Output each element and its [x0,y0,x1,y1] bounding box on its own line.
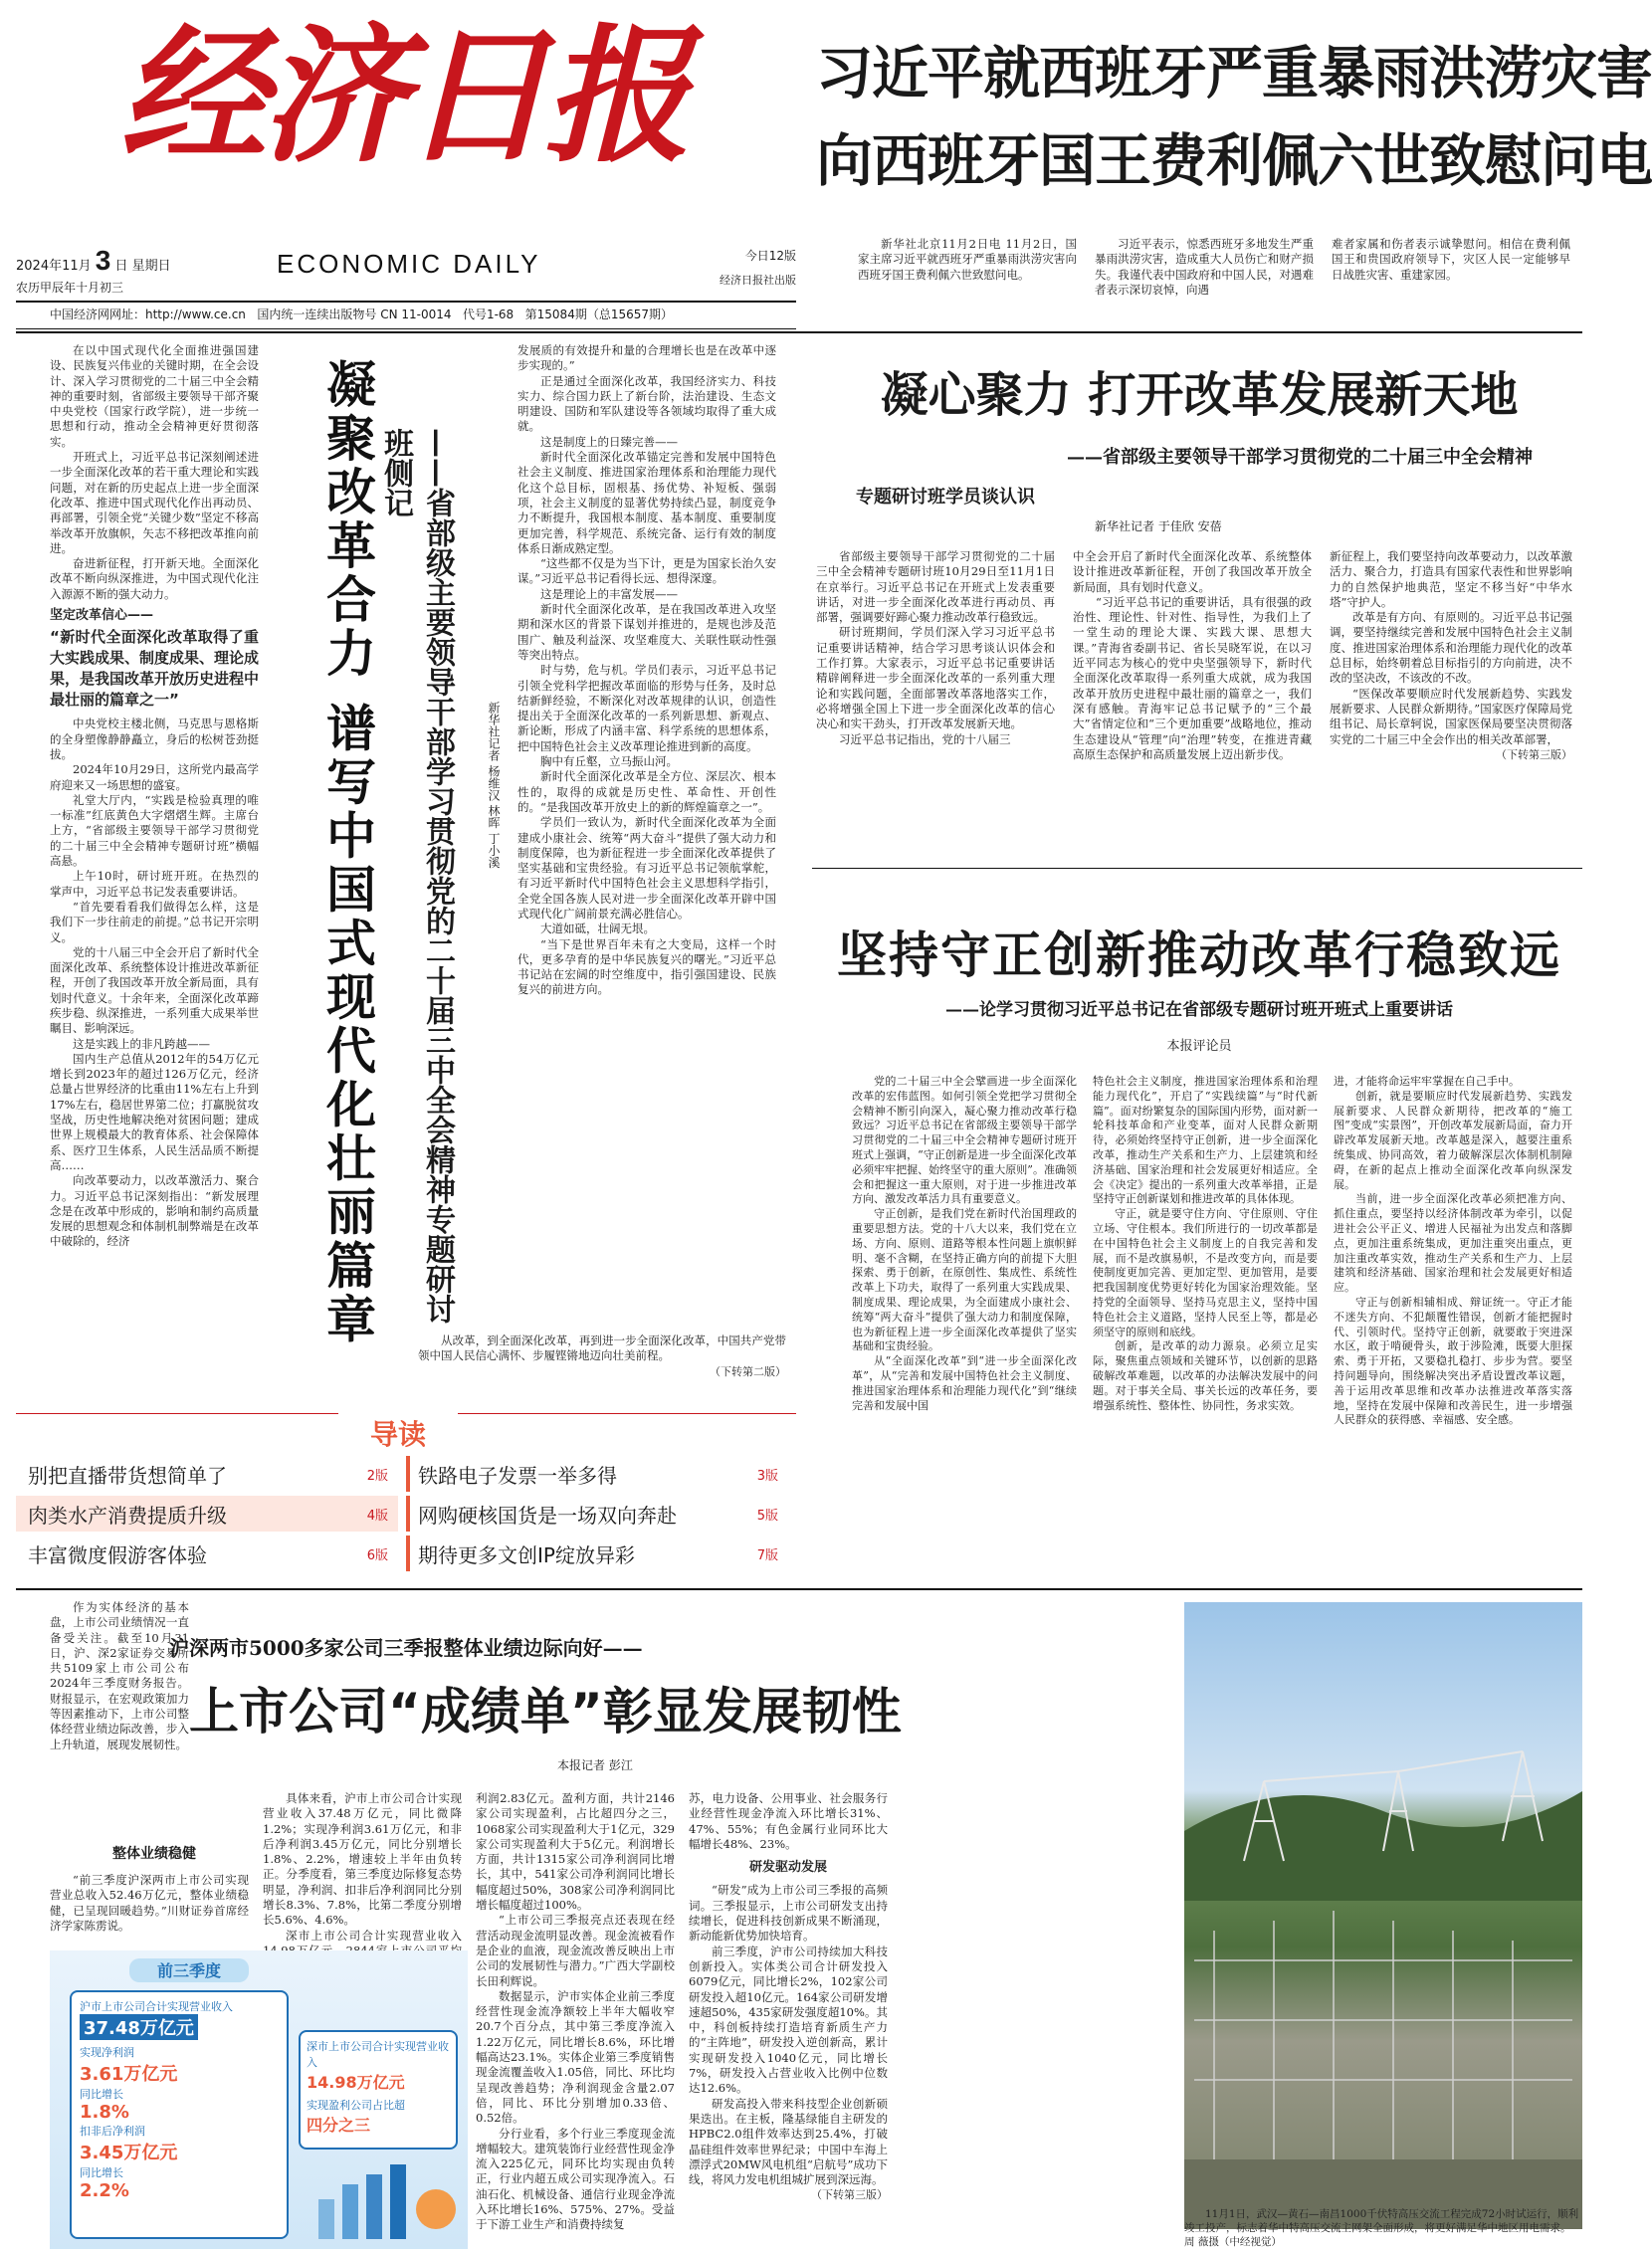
feature-paragraph: 2024年10月29日，这所党内最高学府迎来又一场思想的盛宴。 [50,762,259,792]
business-intro: 作为实体经济的基本盘，上市公司业绩情况一直备受关注。截至10月31日，沪、深2家证券交易所共5109家上市公司公布2024年三季度财务报告。财报显示，在宏观政策加力等因素推动下，上市公司整体经营业绩边际改善，步入上升轨道，展现发展韧性。 [50,1600,189,1751]
business-paragraph: “前三季度沪深两市上市公司实现营业总收入52.46万亿元，整体业绩稳健，已呈现回暖趋势。”川财证券首席经济学家陈雳说。 [50,1873,249,1933]
info-profit-value: 3.61万亿元 [80,2064,178,2085]
feature-paragraph: 这是制度上的日臻完善—— [540,434,678,449]
photo [1184,1602,1582,2229]
business-paragraph: “上市公司三季报亮点还表现在经营活动现金流明显改善。现金流被看作是企业的血液，现金流改善反映出上市公司的发展韧性与潜力。”广西大学副校长田利辉说。 [476,1913,675,1988]
business-paragraph: 苏，电力设备、公用事业、社会服务行业经营性现金净流入环比增长31%、47%、55%；有色金属行业同环比大幅增长48%、23%。 [689,1791,888,1851]
business-paragraph: 前三季度，沪市公司持续加大科技创新投入。实体类公司合计研发投入6079亿元，同比增长2%，102家公司研发投入超10亿元。164家公司研发增速超50%，435家研发强度超10%。其中，科创板持续打造培育新质生产力的“主阵地”，研发投入逆创新高，累计实现研发投入1040亿元，同比增长7%，研发投入占营业收入比例中位数达12.6%。 [689,1944,888,2096]
index-item[interactable] [16,1496,398,1532]
commentary-headline: 坚持守正创新推动改革行稳致远 [837,926,1561,984]
top-story-col3: 难者家属和伤者表示诚挚慰问。相信在费利佩国王和贵国政府领导下，灾区人民一定能够早日战胜灾害、重建家园。 [1332,237,1570,282]
feature-paragraph: 这是理论上的丰富发展—— [540,586,678,601]
commentary-paragraph: 创新，是改革的动力源泉。必须立足实际，聚焦重点领域和关键环节，以创新的思路破解改革难题，以改革的办法解决发展中的问题。对于事关全局、事关长远的改革任务，要增强系统性、整体性、协同性，务求实效。 [1093,1339,1318,1412]
right-story-col3 [1330,549,1572,848]
index-item-page: 5版 [756,1508,778,1524]
feature-paragraph: 学员们一致认为，新时代全面深化改革为全面建成小康社会、统筹“两大奋斗”提供了强大动力和制度保障，也为新征程进一步全面深化改革提供了坚实基础和宝贵经验。有习近平总书记领航掌舵，有习近平新时代中国特色社会主义思想科学指引，全党全国各族人民对进一步全面深化改革开辟中国式现代化广阔前景充满必胜信心。 [517,815,776,921]
feature-paragraph: 新时代全面深化改革锚定完善和发展中国特色社会主义制度、推进国家治理体系和治理能力现代化这个总目标，固根基、扬优势、补短板、强弱项，社会主义制度的显著优势持续凸显，制度竞争力不断提升，我国根本制度、基本制度、重要制度更加完善，科学规范、系统完备、运行有效的制度体系日渐成熟定型。 [517,450,776,555]
info-core-value: 3.45万亿元 [80,2143,178,2163]
index-item-title: 丰富微度假游客体验 [28,1542,207,1567]
info-sh-card [70,1990,289,2239]
commentary-paragraph: 守正与创新相辅相成、辩证统一。守正才能不迷失方向、不犯颠覆性错误，创新才能把握时代、引领时代。坚持守正创新，就要敢于突进深水区，敢于啃硬骨头，敢于涉险滩，既要大胆探索、勇于开拓，又要稳扎稳打、步步为营。要坚持问题导向，围绕解决突出矛盾设置改革议题，善于运用改革思维和改革办法推进改革落实落地，坚持在发展中保障和改善民生，进一步增强人民群众的获得感、幸福感、安全感。 [1334,1295,1572,1427]
index-item[interactable] [406,1536,788,1571]
feature-paragraph: “这些都不仅是为当下计，更是为国家长治久安谋。”习近平总书记看得长远、想得深邃。 [517,556,776,586]
info-core-growth-label: 同比增长 [80,2166,123,2179]
right-story-headline: 凝心聚力 打开改革发展新天地 [880,367,1519,423]
right-story-sub2: 专题研讨班学员谈认识 [856,487,1035,508]
svg-text:经济日报: 经济日报 [119,9,685,182]
info-sz-card [299,2030,458,2150]
index-item-page: 7版 [756,1547,778,1563]
commentary-paragraph: 特色社会主义制度，推进国家治理体系和治理能力现代化”，开启了“实践续篇”与“时代新篇”。面对纷繁复杂的国际国内形势，面对新一轮科技革命和产业变革，面对人民群众新期待，必须始终坚持守正创新，进一步全面深化改革，推动生产关系和生产力、上层建筑和经济基础、国家治理和社会发展更好相适应。全会《决定》提出的一系列重大改革举措，正是坚持守正创新谋划和推进改革的具体体现。 [1093,1075,1318,1206]
commentary-col1 [852,1075,1077,1533]
business-col3 [476,1791,675,2244]
right-paragraph: 习近平总书记指出，党的十八届三 [839,731,1011,746]
info-sh-label: 沪市上市公司合计实现营业收入 [80,2000,233,2013]
masthead-rule-bottom [16,328,796,329]
commentary-paragraph: 守正创新，是我们党在新时代治国理政的重要思想方法。党的十八大以来，我们党在立场、方向、原则、道路等根本性问题上旗帜鲜明、毫不含糊，在坚持正确方向的前提下大胆探索、勇于创新，在原创性、集成性、系统性改革上下功夫，取得了一系列重大实践成果、制度成果、理论成果，为全面建成小康社会、统筹“两大奋斗”提供了强大动力和制度保障，也为新征程上进一步全面深化改革提供了坚实基础和宝贵经验。 [852,1207,1077,1353]
right-story-byline: 新华社记者 于佳欣 安蓓 [1095,519,1222,533]
commentary-sub: ——论学习贯彻习近平总书记在省部级专题研讨班开班式上重要讲话 [945,1000,1453,1020]
feature-paragraph: “首先要看看我们做得怎么样，这是我们下一步往前走的前提。”总书记开宗明义。 [50,899,259,944]
business-paragraph: 利润2.83亿元。盈利方面，共计2146家公司实现盈利，占比超四分之三，1068家公司实现盈利大于1亿元，329家公司实现盈利大于5亿元。利润增长方面，共计1315家公司净利润同比增长，其中，541家公司净利润同比增长幅度超过50%，308家公司净利润同比增长幅度超过100%。 [476,1791,675,1913]
feature-col1 [50,343,259,1388]
masthead [0,0,796,279]
feature-paragraph: 新时代全面深化改革是全方位、深层次、根本性的，取得的成就是历史性、革命性、开创性的。“是我国改革开放史上的新的辉煌篇章之一”。 [517,769,776,814]
date-tail: 日 星期日 [114,259,171,274]
feature-paragraph: 在以中国式现代化全面推进强国建设、民族复兴伟业的关键时期，在全会设计、深入学习贯彻党的二十届三中全会精神的重要时刻，省部级主要领导干部齐聚中央党校（国家行政学院），进一步统一思想和行动，推动全会精神更好贯彻落实。 [50,343,259,449]
feature-paragraph: 上午10时，研讨班开班。在热烈的掌声中，习近平总书记发表重要讲话。 [50,869,259,899]
feature-paragraph: 发展质的有效提升和量的合理增长也是在改革中逐步实现的。” [517,343,776,373]
index-item-title: 铁路电子发票一举多得 [418,1463,617,1488]
info-sh-value: 37.48万亿元 [80,2014,198,2040]
business-byline: 本报记者 彭江 [557,1758,633,1772]
date-day: 3 [95,245,111,276]
page-count: 今日12版 [744,249,796,263]
index-item-page: 6版 [366,1547,388,1563]
business-col4 [689,1791,888,2244]
info-bar-graphic [309,2159,458,2239]
business-col1 [50,1873,249,1933]
feature-paragraph: 礼堂大厅内，“实践是检验真理的唯一标准”红底黄色大字熠熠生辉。主席台上方，“省部级主要领导干部学习贯彻党的二十届三中全会精神专题研讨班”横幅高悬。 [50,792,259,869]
business-paragraph: 具体来看，沪市上市公司合计实现营业收入37.48万亿元，同比微降1.2%；实现净利润3.61万亿元，和非后净利润3.45万亿元，同比分别增长1.8%、2.2%，增速较上半年由负转正。分季度看，第三季度边际修复态势明显，净利润、扣非后净利润同比分别增长8.3%、7.8%，比第二季度分别增长5.6%、4.6%。 [263,1791,462,1928]
infographic [50,1950,468,2249]
index-title: 导读 [338,1413,458,1453]
feature-paragraph: 奋进新征程，打开新天地。全面深化改革不断向纵深推进，为中国式现代化注入源源不断的强大动力。 [50,556,259,601]
feature-paragraph: 开班式上，习近平总书记深刻阐述进一步全面深化改革的若干重大理论和实践问题，对在新的历史起点上进一步全面深化改革、推进中国式现代化作出再动员、再部署，引领全党“关键少数”坚定不移高举改革开放旗帜，矢志不移把改革推向前进。 [50,450,259,555]
publisher: 经济日报社出版 [720,274,796,287]
website[interactable]: 中国经济网网址：http://www.ce.cn [50,308,246,321]
right-paragraph: 研讨班期间，学员们深入学习习近平总书记重要讲话精神，结合学习思考谈认识体会和工作打算。大家表示，习近平总书记重要讲话精辟阐释进一步全面深化改革的一系列重大理论和实践问题，全面部署改革落地落实工作，必将增强全国上下进一步全面深化改革的信心决心和实干劲头，打开改革发展新天地。 [816,625,1055,731]
commentary-col3 [1334,1075,1572,1552]
index-item[interactable] [16,1456,398,1492]
info-core-growth-value: 2.2% [80,2180,129,2201]
index-item-title: 别把直播带货想简单了 [28,1463,227,1488]
index-item-page: 4版 [366,1508,388,1524]
info-sz-profit-label: 实现盈利公司占比超 [307,2099,405,2112]
feature-paragraph: 新时代全面深化改革，是在我国改革进入攻坚期和深水区的背景下谋划并推进的，是规也涉及范围广、触及利益深、攻坚难度大、关联性联动性强等突出特点。 [517,602,776,662]
index-box [16,1455,796,1574]
index-item-page: 3版 [756,1468,778,1484]
feature-paragraph: 党的十八届三中全会开启了新时代全面深化改革、系统整体设计推进改革新征程，开创了我国改革开放全新局面，具有划时代意义。十余年来，全面深化改革蹄疾步稳、纵深推进，一系列重大成果举世瞩目、影响深远。 [50,944,259,1036]
business-paragraph: 数据显示，沪市实体企业前三季度经营性现金流净额较上半年大幅收窄20.7个百分点，其中第三季度净流入1.22万亿元，同比增长8.6%，环比增幅高达23.1%。实体企业第三季度销售现金流覆盖收入1.05倍，同比、环比均呈现改善趋势；净利润现金含量2.07倍，同比、环比分别增加0.33倍、0.52倍。 [476,1988,675,2126]
index-item[interactable] [16,1536,398,1571]
commentary-rule [812,868,1582,869]
section-rule-top [16,331,1582,333]
index-item[interactable] [406,1456,788,1492]
feature-subtitle: ——省部级主要领导干部学习贯彻党的二十届三中全会精神专题研讨班侧记 [378,428,455,1324]
business-paragraph: 研发高投入带来科技型企业创新硕果迭出。在主板，隆基绿能自主研发的HPBC2.0组件效率达到25.4%，打破晶硅组件效率世界纪录；中国中车海上漂浮式20MW风电机组“启航号”成功下线，将风力发电机组城扩展到深远海。 [689,2096,888,2187]
feature-paragraph: 大道如砥，壮阔无垠。 [540,922,655,936]
business-paragraph: “研发”成为上市公司三季报的高频词。三季报显示，上市公司研发支出持续增长，促进科技创新成果不断涌现，新动能新优势加快培育。 [689,1883,888,1944]
feature-byline: 新华社记者 杨维汉 林晖 丁小溪 [487,702,501,869]
index-item-title: 网购硬核国货是一场双向奔赴 [418,1503,677,1528]
date-block [16,245,275,295]
info-sz-value: 14.98万亿元 [307,2073,405,2092]
info-growth-value: 1.8% [80,2102,129,2123]
pages-info [697,247,796,291]
index-row [16,1495,796,1533]
cn-number: 国内统一连续出版物号 CN 11-0014 [257,308,452,321]
feature-paragraph: “当下是世界百年未有之大变局，这样一个时代，更多孕育的是中华民族复兴的曙光。”习近平总书记站在宏阔的时空维度中，指引强国建设、民族复兴的前进方向。 [517,936,776,997]
right-story-col2 [1073,549,1312,848]
postal-code: 代号1-68 [462,308,515,321]
top-headline-line2: 向西班牙国王费利佩六世致慰问电 [816,128,1652,194]
business-subhead-2: 研发驱动发展 [748,1860,827,1876]
commentary-paragraph: 进，才能将命运牢牢掌握在自己手中。 [1334,1075,1520,1088]
index-row [16,1535,796,1572]
index-item[interactable] [406,1496,788,1532]
feature-subhead: 坚定改革信心—— [50,608,154,624]
info-sz-profit-value: 四分之三 [307,2116,371,2135]
commentary-paragraph: 从“全面深化改革”到“进一步全面深化改革”，从“完善和发展中国特色社会主义制度、推进国家治理体系和治理能力现代化”到“继续完善和发展中国 [852,1354,1077,1412]
right-paragraph: 中全会开启了新时代全面深化改革、系统整体设计推进改革新征程，开创了我国改革开放全新局面，具有划时代意义。 [1073,549,1312,594]
commentary-paragraph: 当前，进一步全面深化改革必须把准方向、抓住重点，要坚持以经济体制改革为牵引，以促进社会公平正义、增进人民福祉为出发点和落脚点，更加注重系统集成，更加注重突出重点，更加注重改革实效，推动生产关系和生产力、上层建筑和经济基础、国家治理和社会发展更好相适应。 [1334,1192,1572,1295]
right-paragraph: 改革是有方向、有原则的。习近平总书记强调，要坚持继续完善和发展中国特色社会主义制度、推进国家治理体系和治理能力现代化的改革总目标，始终朝着总目标指引的方向前进，决不改的坚决改，不该改的不改。 [1330,610,1572,686]
feature-paragraph: 从改革，到全面深化改革，再到进一步全面深化改革，中国共产党带领中国人民信心满怀、步履铿锵地迈向壮美前程。 [418,1333,786,1363]
index-row [16,1455,796,1493]
commentary-col2 [1093,1075,1318,1533]
index-item-page: 2版 [366,1468,388,1484]
right-paragraph: “医保改革要顺应时代发展新趋势、实践发展新要求、人民群众新期待。”国家医疗保障局党组书记、局长章轲说，国家医保局要坚决贯彻落实党的二十届三中全会作出的相关改革部署， [1330,686,1572,746]
info-core-label: 扣非后净利润 [80,2125,145,2138]
date-text: 2024年11月 [16,259,92,274]
commentary-byline: 本报评论员 [1166,1039,1232,1054]
substation-image [1184,1602,1582,2229]
newspaper-logo [119,9,685,182]
info-growth-label: 同比增长 [80,2088,123,2101]
right-story-col1 [816,549,1055,848]
feature-paragraph: 中央党校主楼北侧，马克思与恩格斯的全身塑像静静矗立，身后的松树苍劲挺拔。 [50,717,259,761]
commentary-paragraph: 创新，就是要顺应时代发展新趋势、实践发展新要求、人民群众新期待，把改革的“施工图”变成“实景图”，开创改革发展新局面，奋力开辟改革发展新天地。改革越是深入，越要注重系统集成、协同高效，着力破解深层次体制机制障碍，在新的起点上推动全面深化改革向纵深发展。 [1334,1089,1572,1191]
feature-paragraph: 正是通过全面深化改革，我国经济实力、科技实力、综合国力跃上了新台阶，法治建设、生态文明建设、国防和军队建设等各领域均取得了重大成就。 [517,373,776,434]
issue-number: 第15084期（总15657期） [524,308,674,321]
pub-info-line [50,306,806,325]
business-headline: 上市公司“成绩单”彰显发展韧性 [189,1683,902,1741]
feature-quote: “新时代全面深化改革取得了重大实践成果、制度成果、理论成果，是我国改革开放历史进程中最壮丽的篇章之一” [50,628,260,710]
business-rule [16,1588,1582,1590]
top-story-headline [816,30,1652,229]
commentary-paragraph: 守正，就是要守住方向、守住原则、守住立场、守住根本。我们所进行的一切改革都是在中国特色社会主义制度上的自我完善和发展，而不是改旗易帜，不是改变方向，而是要使制度更加完善、更加定型、更加管用，是要把我国制度优势更好转化为国家治理效能。坚持党的全面领导、坚持马克思主义，坚持中国特色社会主义道路，坚持人民至上等，都是必须坚守的原则和底线。 [1093,1207,1318,1338]
top-story-col2: 习近平表示，惊悉西班牙多地发生严重暴雨洪涝灾害，造成重大人员伤亡和财产损失。我谨代表中国政府和中国人民，对遇难者表示深切哀悼，向遇 [1095,237,1314,297]
feature-paragraph: 向改革要动力，以改革激活力、聚合力。习近平总书记深刻指出：“新发展理念是在改革中形成的，影响和制约高质量发展的思想观念和体制机制弊端是在改革中破除的，经济 [50,1173,259,1249]
continued-marker: （下转第三版） [811,2188,888,2202]
index-item-title: 肉类水产消费提质升级 [28,1503,227,1528]
right-story-sub1: ——省部级主要领导干部学习贯彻党的二十届三中全会精神 [1067,447,1533,468]
feature-paragraph: 时与势，危与机。学员们表示，习近平总书记引领全党科学把握改革面临的形势与任务，及时总结新鲜经验，不断深化对改革规律的认识，创造性提出关于全面深化改革的一系列新思想、新观点、新论断，形成了内涵丰富、科学系统的思想体系，把中国特色社会主义改革理论推进到新的高度。 [517,663,776,753]
info-sz-label: 深市上市公司合计实现营业收入 [307,2040,449,2069]
business-col2 [263,1791,462,1943]
business-kicker: 沪深两市5000多家公司三季报整体业绩边际向好—— [169,1636,643,1660]
feature-paragraph: 国内生产总值从2012年的54万亿元增长到2023年的超过126万亿元，经济总量占世界经济的比重由11%左右上升到17%左右，稳居世界第二位；打赢脱贫攻坚战，历史性地解决绝对贫困问题；建成世界上规模最大的教育体系、社会保障体系、医疗卫生体系，人民生活品质不断提高…… [50,1051,259,1172]
feature-headline: 凝聚改革合力 谱写中国式现代化壮丽篇章 [318,358,376,1347]
right-paragraph: 省部级主要领导干部学习贯彻党的二十届三中全会精神专题研讨班10月29日至11月1日在京举行。习近平总书记在开班式上发表重要讲话，对进一步全面深化改革进行再动员、再部署，强调要好蹄心聚力推动改革行稳致远。 [816,549,1055,625]
right-paragraph: “习近平总书记的重要讲话，具有很强的政治性、理论性、针对性、指导性，为我们上了一堂生动的理论大课、实践大课、思想大课。”青海省委副书记、省长吴晓军说，在以习近平同志为核心的党中央坚强领导下，新时代全面深化改革取得一系列重大成就，成为我国改革开放历史进程中最壮丽的篇章之一，我们深有感触。青海牢记总书记赋予的“三个最大”省情定位和“三个更加重要”战略地位，推动生态建设从“管理”向“治理”转变，在推进青藏高原生态保护和高质量发展上迈出新步伐。 [1073,594,1312,761]
infographic-title: 前三季度 [129,1958,249,1982]
top-headline-line1: 习近平就西班牙严重暴雨洪涝灾害 [816,41,1652,106]
info-profit-label: 实现净利润 [80,2046,134,2059]
business-subhead-1: 整体业绩稳健 [112,1846,196,1862]
continued-marker: （下转第三版） [1496,747,1572,761]
continued-marker: （下转第二版） [710,1364,786,1378]
commentary-paragraph: 党的二十届三中全会擘画进一步全面深化改革的宏伟蓝图。如何引领全党把学习贯彻全会精神不断引向深入，凝心聚力推动改革行稳致远？习近平总书记在省部级主要领导干部学习贯彻党的二十届三中全会精神专题研讨班开班式上强调，“守正创新是进一步全面深化改革必须牢牢把握、始终坚守的重大原则”。准确领会和把握这一重大原则，对于进一步推进改革方向、激发改革活力具有重要意义。 [852,1075,1077,1206]
lunar-date: 农历甲辰年十月初三 [16,281,124,295]
business-paragraph: 分行业看，多个行业三季度现金流增幅较大。建筑装饰行业经营性现金净流入225亿元，同环比均实现由负转正，行业内超五成公司实现净流入。石油石化、机械设备、通信行业现金净流入环比增长16%、575%、27%。受益于下游工业生产和消费持续复 [476,2126,675,2232]
top-story-col1: 新华社北京11月2日电 11月2日，国家主席习近平就西班牙严重暴雨洪涝灾害向西班牙国王费利佩六世致慰问电。 [858,237,1077,282]
photo-caption: 11月1日，武汉—黄石—南昌1000千伏特高压交流工程完成72小时试运行，顺利竣工投产，标志着华中特高压交流主网架全面形成，将更好满足华中地区用电需求。 周 薇摄（中经视觉） [1184,2208,1579,2248]
feature-paragraph: 胸中有丘壑，立马振山河。 [540,754,678,769]
right-paragraph: 新征程上，我们要坚持向改革要动力，以改革激活力、聚合力，打造具有国家代表性和世界影响力的自然保护地典范，坚定不移当好“中华水塔”守护人。 [1330,549,1572,609]
feature-col3 [517,343,776,1329]
index-item-title: 期待更多文创IP绽放异彩 [418,1542,635,1567]
feature-paragraph: 这是实践上的非凡跨越—— [73,1036,210,1051]
business-paragraph: 深市上市公司合计实现营业收入 [286,1928,462,1943]
masthead-rule [16,301,796,303]
english-title: ECONOMIC DAILY [277,249,541,279]
feature-bottom [418,1333,786,1403]
